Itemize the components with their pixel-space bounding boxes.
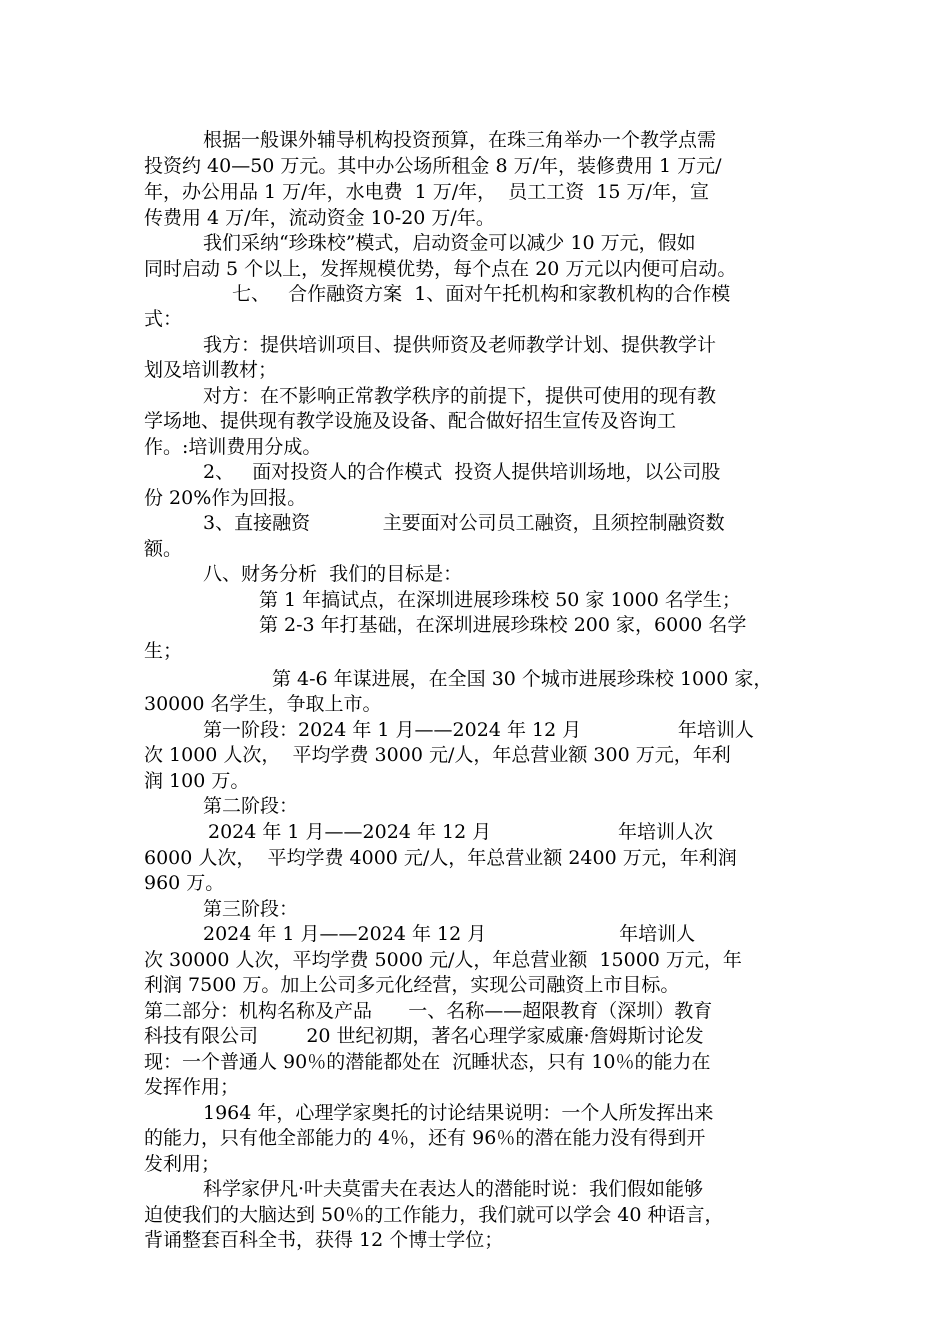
text-line: 30000 名学生，争取上市。: [144, 693, 382, 715]
text-line: 对方：在不影响正常教学秩序的前提下，提供可使用的现有教: [203, 385, 717, 407]
text-line: 我们采纳“珍珠校”模式，启动资金可以减少 10 万元，假如: [203, 232, 696, 254]
text-line: 生；: [144, 640, 183, 662]
text-line: 6000 人次， 平均学费 4000 元/人，年总营业额 2400 万元，年利润: [144, 847, 737, 869]
text-line: 年，办公用品 1 万/年，水电费 1 万/年， 员工工资 15 万/年，宣: [144, 181, 709, 203]
text-line: 第三阶段：: [203, 898, 299, 920]
section-heading: 八、财务分析 我们的目标是：: [203, 563, 463, 585]
text-line: 润 100 万。: [144, 770, 250, 792]
text-line: 作。:培训费用分成。: [144, 436, 322, 458]
text-line: 式：: [144, 308, 183, 330]
text-line: 投资约 40—50 万元。其中办公场所租金 8 万/年，装修费用 1 万元/: [144, 155, 722, 177]
text-line: 第一阶段：2024 年 1 月——2024 年 12 月 年培训人: [203, 719, 754, 741]
text-line: 2024 年 1 月——2024 年 12 月 年培训人: [203, 923, 696, 945]
text-line: 次 1000 人次， 平均学费 3000 元/人，年总营业额 300 万元，年利: [144, 744, 731, 766]
text-line: 发挥作用；: [144, 1076, 240, 1098]
text-line: 划及培训教材；: [144, 359, 278, 381]
text-line: 同时启动 5 个以上，发挥规模优势，每个点在 20 万元以内便可启动。: [144, 258, 737, 280]
text-line: 1964 年，心理学家奥托的讨论结果说明：一个人所发挥出来: [203, 1102, 714, 1124]
text-line: 学场地、提供现有教学设施及设备、配合做好招生宣传及咨询工: [144, 410, 677, 432]
text-line: 份 20%作为回报。: [144, 487, 307, 509]
text-line: 的能力，只有他全部能力的 4％，还有 96％的潜在能力没有得到开: [144, 1127, 706, 1149]
text-line: 第二阶段：: [203, 795, 299, 817]
text-line: 科学家伊凡·叶夫莫雷夫在表达人的潜能时说：我们假如能够: [203, 1178, 704, 1200]
text-line: 利润 7500 万。加上公司多元化经营，实现公司融资上市目标。: [144, 974, 680, 996]
text-line: 传费用 4 万/年，流动资金 10-20 万/年。: [144, 207, 495, 229]
text-line: 第 2-3 年打基础，在深圳进展珍珠校 200 家，6000 名学: [259, 614, 747, 636]
text-line: 2024 年 1 月——2024 年 12 月 年培训人次: [208, 821, 714, 843]
text-line: 现：一个普通人 90％的潜能都处在 沉睡状态，只有 10％的能力在: [144, 1051, 711, 1073]
text-line: 2、 面对投资人的合作模式 投资人提供培训场地，以公司股: [203, 461, 721, 483]
text-line: 960 万。: [144, 872, 225, 894]
text-line: 第 4-6 年谋进展，在全国 30 个城市进展珍珠校 1000 家，: [272, 668, 773, 690]
text-line: 根据一般课外辅导机构投资预算，在珠三角举办一个教学点需: [203, 129, 717, 151]
text-line: 次 30000 人次，平均学费 5000 元/人，年总营业额 15000 万元，年: [144, 949, 742, 971]
text-line: 3、直接融资 主要面对公司员工融资，且须控制融资数: [203, 512, 725, 534]
text-line: 迫使我们的大脑达到 50％的工作能力，我们就可以学会 40 种语言，: [144, 1204, 724, 1226]
section-heading: 第二部分：机构名称及产品 一、名称——超限教育（深圳）教育: [144, 1000, 713, 1022]
section-heading: 七、 合作融资方案 1、面对午托机构和家教机构的合作模: [232, 283, 731, 305]
text-line: 第 1 年搞试点，在深圳进展珍珠校 50 家 1000 名学生；: [259, 589, 741, 611]
text-line: 背诵整套百科全书，获得 12 个博士学位；: [144, 1229, 504, 1251]
text-line: 额。: [144, 538, 183, 560]
text-line: 科技有限公司 20 世纪初期，著名心理学家威廉·詹姆斯讨论发: [144, 1025, 704, 1047]
text-line: 发利用；: [144, 1153, 221, 1175]
text-line: 我方：提供培训项目、提供师资及老师教学计划、提供教学计: [203, 334, 717, 356]
